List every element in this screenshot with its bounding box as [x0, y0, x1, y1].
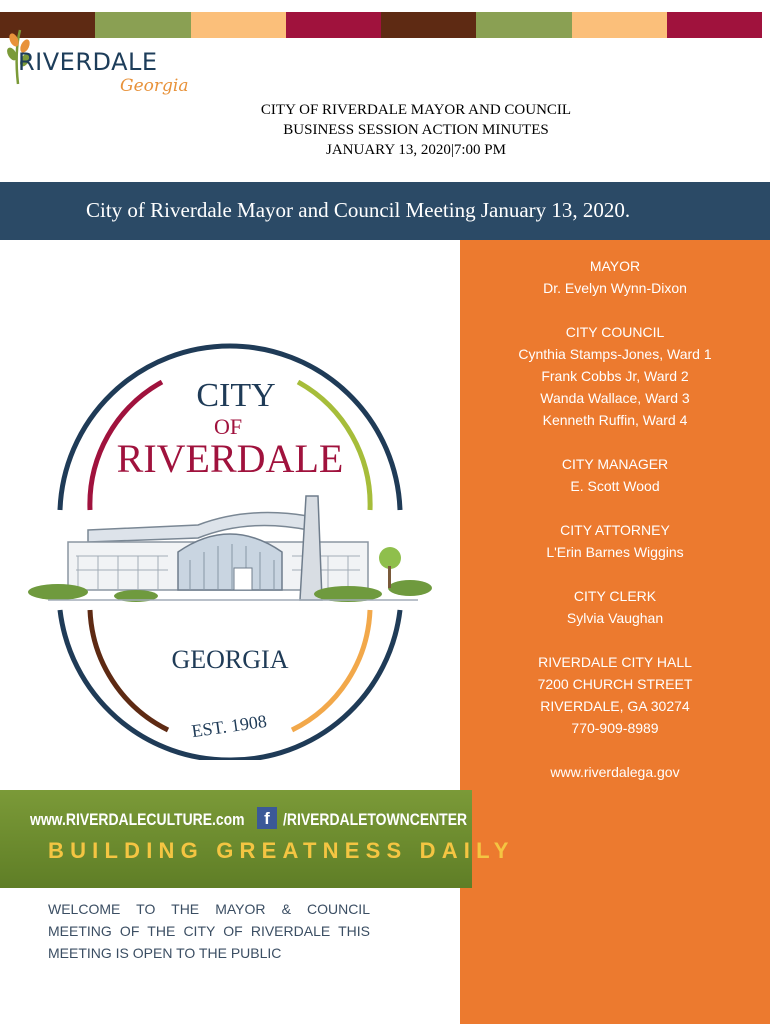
mayor-section	[460, 255, 770, 299]
manager-name: E. Scott Wood	[570, 478, 660, 494]
facebook-handle[interactable]: /RIVERDALETOWNCENTER	[283, 810, 468, 829]
address-line: RIVERDALE, GA 30274	[540, 698, 690, 714]
culture-tagline: BUILDING GREATNESS DAILY	[48, 838, 515, 863]
council-member: Kenneth Ruffin, Ward 4	[542, 412, 688, 428]
manager-heading: CITY MANAGER	[561, 456, 669, 472]
attorney-section	[460, 519, 770, 563]
city-seal	[18, 320, 442, 760]
address-line: RIVERDALE CITY HALL	[538, 654, 692, 670]
seal-arc-navy	[230, 610, 400, 760]
header-line-2: BUSINESS SESSION ACTION MINUTES	[283, 122, 549, 138]
attorney-heading: CITY ATTORNEY	[560, 522, 670, 538]
council-heading: CITY COUNCIL	[565, 324, 665, 340]
logo-script-georgia: Georgia	[120, 76, 189, 96]
stripe-peach	[572, 12, 667, 38]
seal-of-text: OF	[213, 414, 243, 439]
stripe-crimson	[286, 12, 381, 38]
council-member: Cynthia Stamps-Jones, Ward 1	[518, 346, 712, 362]
header-line-3: JANUARY 13, 2020|7:00 PM	[326, 142, 506, 158]
clerk-name: Sylvia Vaughan	[566, 610, 664, 626]
town-center-building-icon	[28, 496, 432, 602]
manager-section	[460, 453, 770, 497]
officials-roster	[460, 255, 770, 783]
seal-est-text: EST. 1908	[190, 710, 269, 742]
mayor-heading: MAYOR	[589, 258, 641, 274]
clerk-heading: CITY CLERK	[573, 588, 657, 604]
address-section	[460, 651, 770, 739]
seal-arc-orange	[292, 610, 370, 730]
seal-city-text: CITY	[196, 377, 276, 414]
attorney-name: L'Erin Barnes Wiggins	[546, 544, 684, 560]
meeting-title: City of Riverdale Mayor and Council Meeting January 13, 2020.	[86, 198, 631, 222]
stripe-crimson	[667, 12, 762, 38]
council-member: Wanda Wallace, Ward 3	[540, 390, 690, 406]
riverdale-logo	[4, 26, 194, 106]
address-line: 7200 CHURCH STREET	[537, 676, 693, 692]
seal-arc-brown	[90, 610, 168, 730]
website-link[interactable]: www.riverdalega.gov	[550, 764, 680, 780]
logo-wordmark: RIVERDALE	[18, 48, 158, 76]
stripe-brown	[381, 12, 476, 38]
seal-arc-navy	[60, 346, 230, 510]
welcome-message: WELCOME TO THE MAYOR & COUNCIL MEETING OF THE CITY OF RIVERDALE THIS MEETING IS OPEN TO THE PUBLIC	[48, 901, 370, 961]
seal-name-text: RIVERDALE	[116, 436, 344, 481]
phone-number: 770-909-8989	[571, 720, 659, 736]
stripe-peach	[191, 12, 286, 38]
seal-state-text: GEORGIA	[171, 645, 289, 674]
clerk-section	[460, 585, 770, 629]
council-section	[460, 321, 770, 431]
seal-arc-navy	[230, 346, 400, 510]
header-line-1: CITY OF RIVERDALE MAYOR AND COUNCIL	[260, 102, 572, 118]
culture-url[interactable]: www.RIVERDALECULTURE.com	[30, 810, 245, 829]
facebook-icon: f	[257, 807, 277, 829]
council-member: Frank Cobbs Jr, Ward 2	[541, 368, 689, 384]
stripe-green	[476, 12, 571, 38]
document-header	[150, 100, 682, 160]
mayor-name: Dr. Evelyn Wynn-Dixon	[543, 280, 687, 296]
